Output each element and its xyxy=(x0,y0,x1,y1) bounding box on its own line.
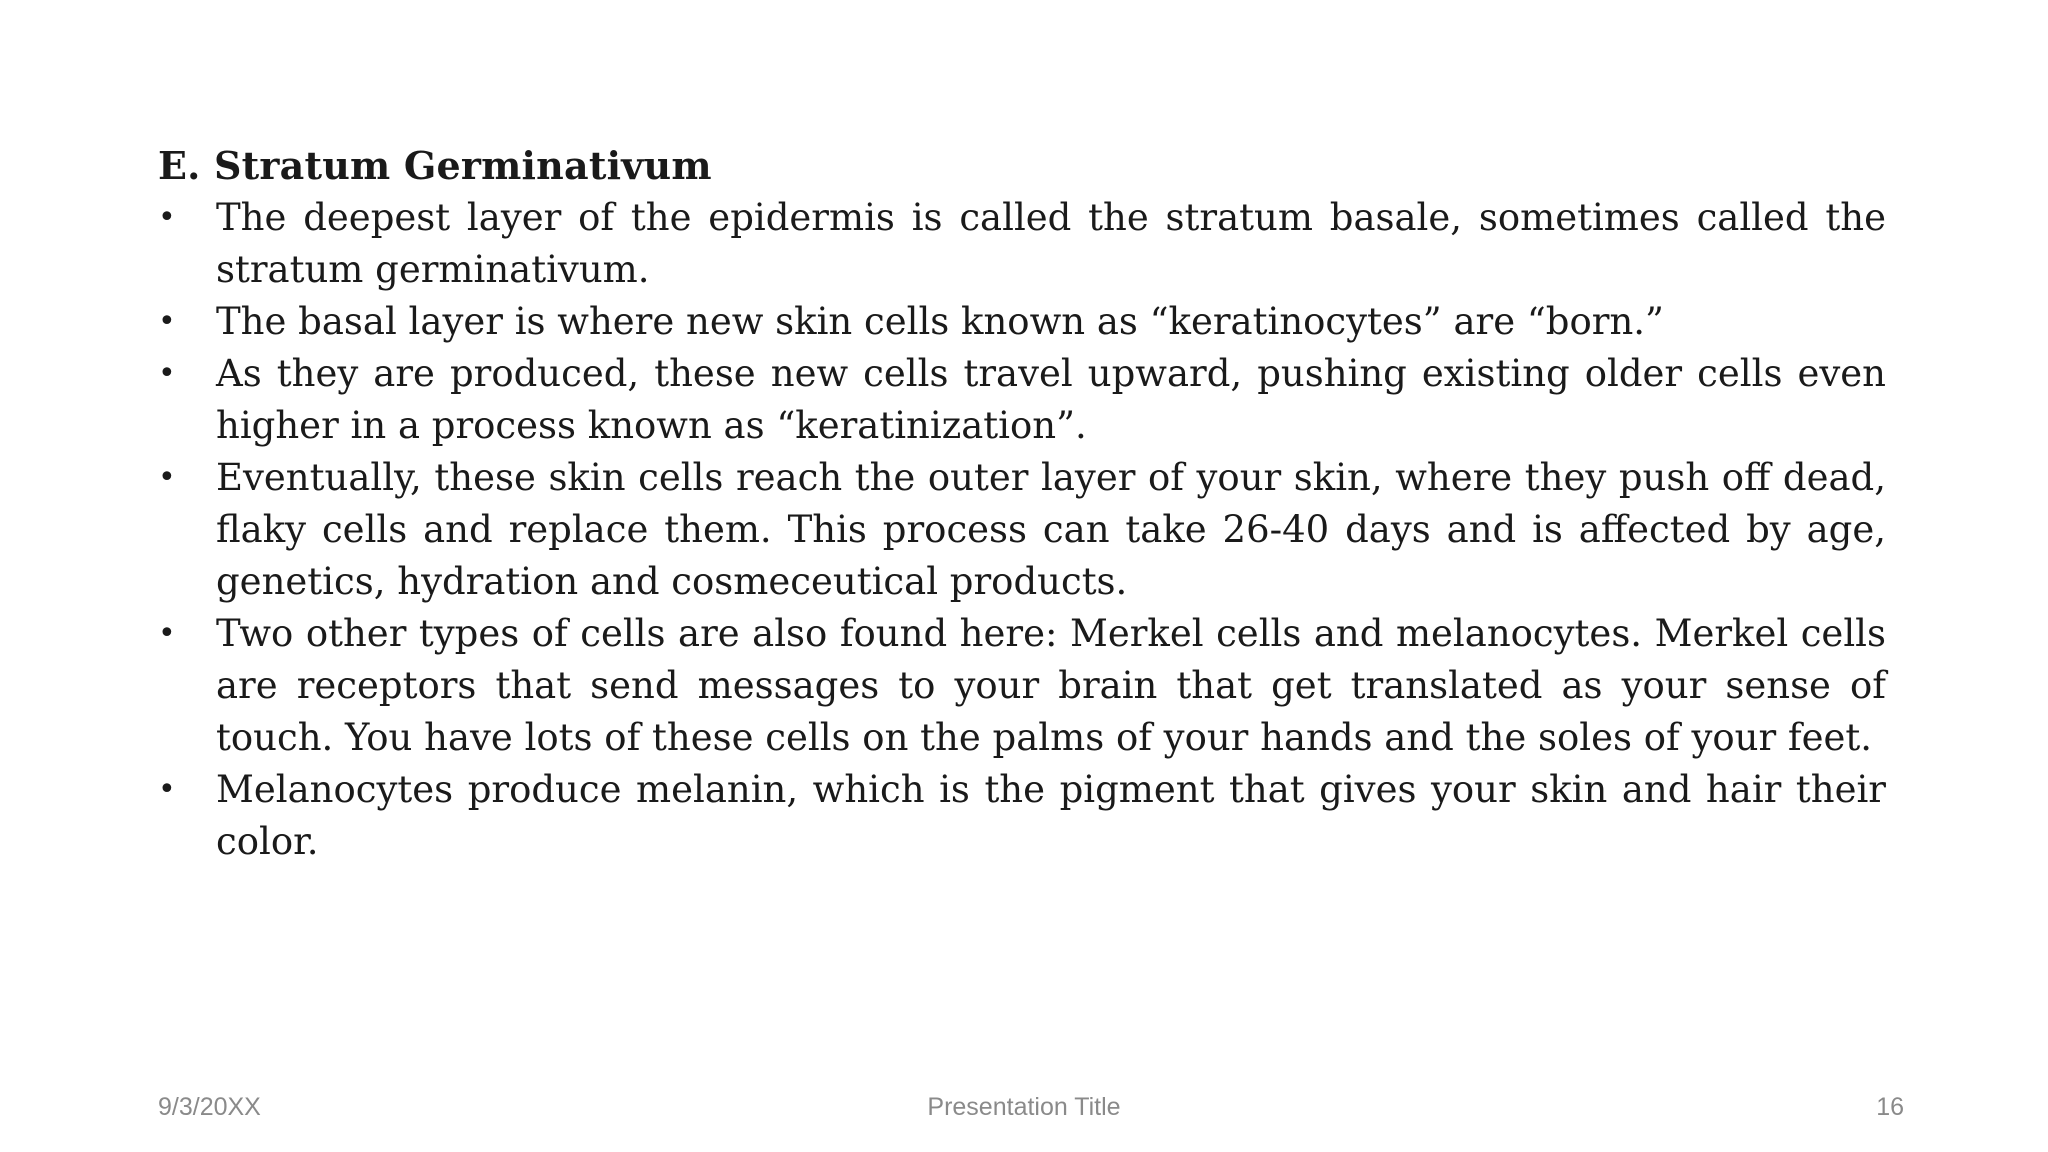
footer-title: Presentation Title xyxy=(927,1093,1121,1121)
bullet-icon: • xyxy=(158,772,176,807)
bullet-list xyxy=(158,192,1886,868)
bullet-item xyxy=(158,764,1886,868)
bullet-icon: • xyxy=(158,460,176,495)
bullet-item xyxy=(158,296,1886,348)
bullet-item xyxy=(158,192,1886,296)
bullet-item xyxy=(158,348,1886,452)
bullet-text: As they are produced, these new cells travel upward, pushing existing older cells even higher in a process known as “keratinization”. xyxy=(216,352,1886,447)
bullet-icon: • xyxy=(158,200,176,235)
footer-date: 9/3/20XX xyxy=(158,1093,261,1121)
bullet-icon: • xyxy=(158,304,176,339)
bullet-item xyxy=(158,608,1886,764)
bullet-icon: • xyxy=(158,616,176,651)
bullet-text: The deepest layer of the epidermis is called the stratum basale, sometimes called the stratum germinativum. xyxy=(216,196,1886,291)
bullet-icon: • xyxy=(158,356,176,391)
slide-heading: E. Stratum Germinativum xyxy=(158,143,712,188)
footer-page-number: 16 xyxy=(1876,1093,1904,1121)
bullet-item xyxy=(158,452,1886,608)
bullet-text: Two other types of cells are also found here: Merkel cells and melanocytes. Merkel cells are receptors that send messages to your brain that get translated as your sense of touch. You have lots of these cells on the palms of your hands and the soles of your feet. xyxy=(216,612,1886,759)
bullet-text: Melanocytes produce melanin, which is the pigment that gives your skin and hair their color. xyxy=(216,768,1886,863)
bullet-text: Eventually, these skin cells reach the outer layer of your skin, where they push off dead, flaky cells and replace them. This process can take 26-40 days and is affected by age, genetics, hydration and cosmeceutical products. xyxy=(216,456,1886,603)
bullet-text: The basal layer is where new skin cells known as “keratinocytes” are “born.” xyxy=(216,300,1664,343)
slide-content xyxy=(158,140,1886,868)
